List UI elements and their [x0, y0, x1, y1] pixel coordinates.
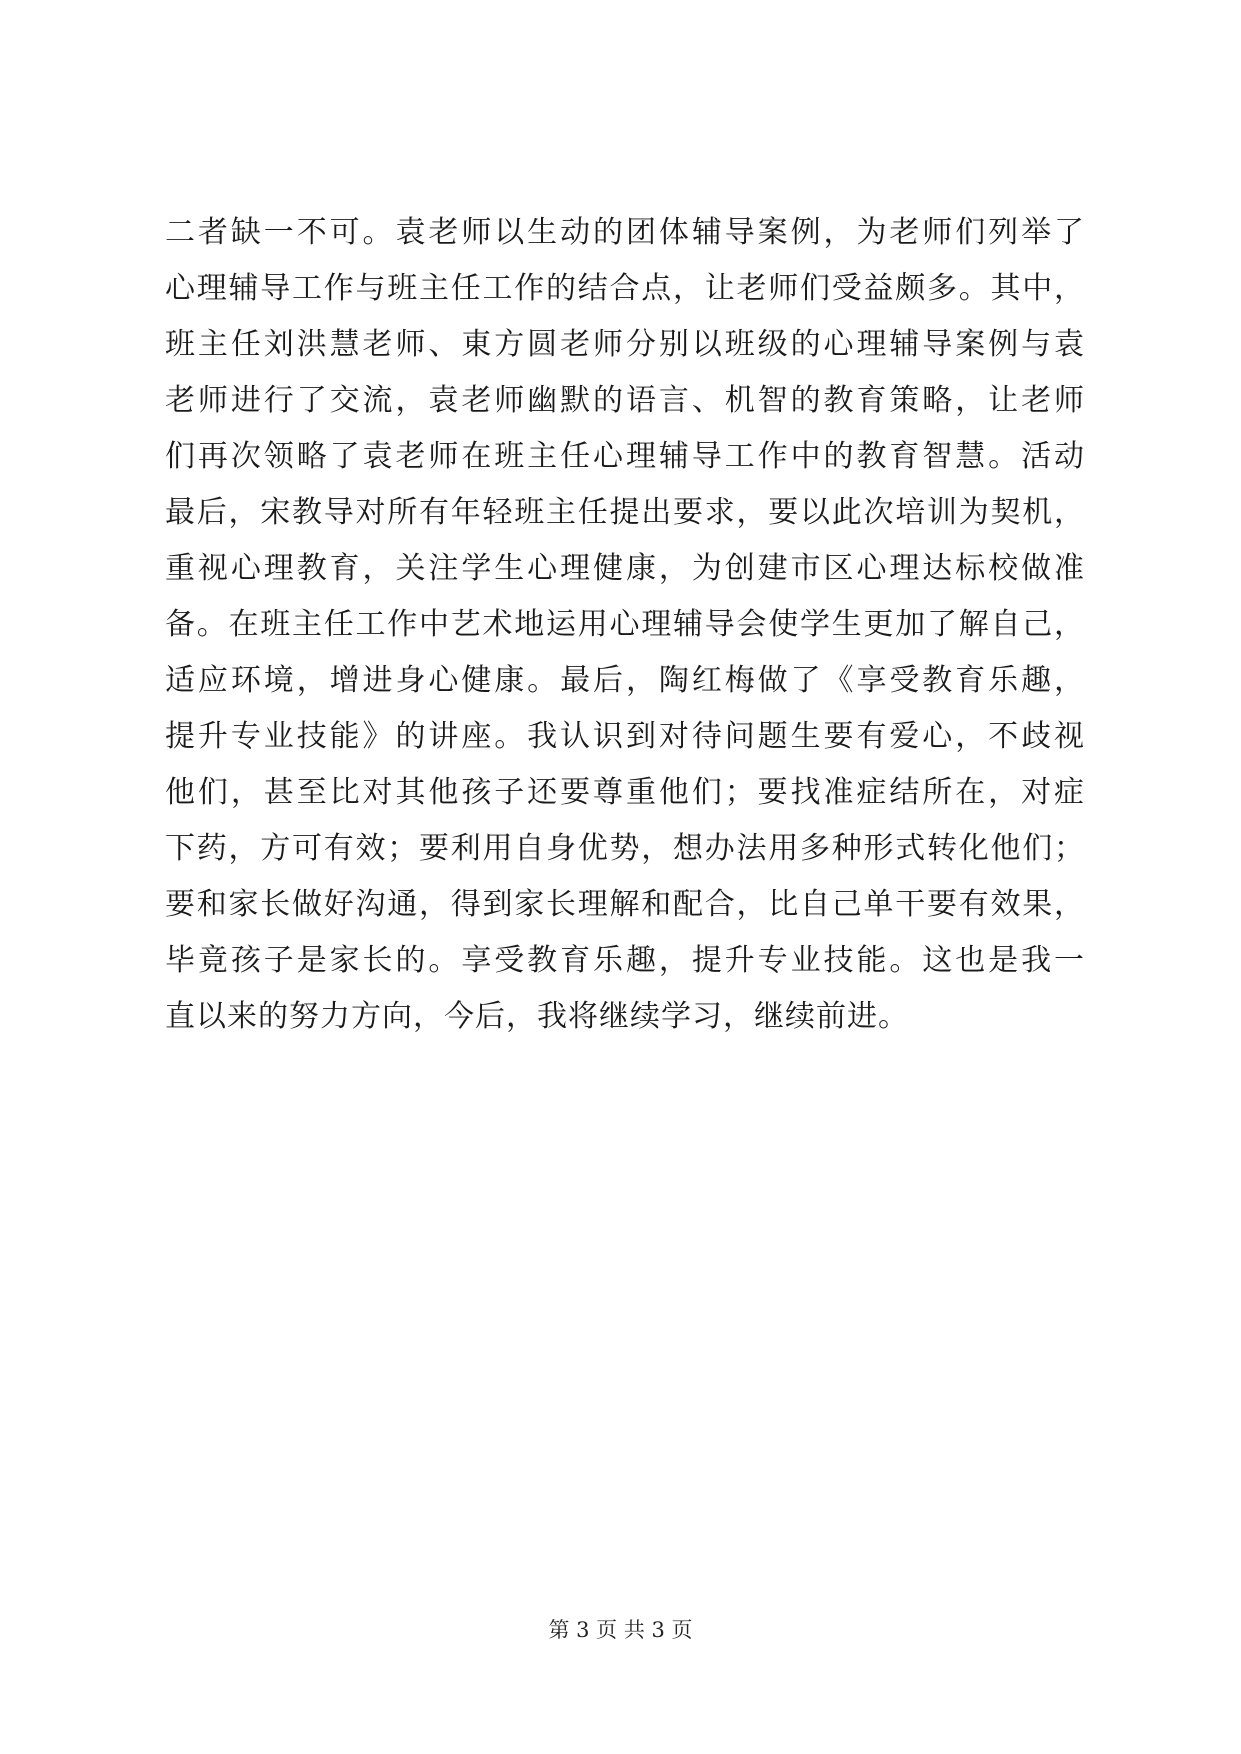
- paragraph-line: 老师进行了交流，袁老师幽默的语言、机智的教育策略，让老师: [165, 383, 1085, 418]
- body-paragraph: [165, 205, 1085, 1045]
- paragraph-line: 们再次领略了袁老师在班主任心理辅导工作中的教育智慧。活动: [165, 439, 1085, 474]
- paragraph-line: 班主任刘洪慧老师、東方圆老师分别以班级的心理辅导案例与袁: [165, 327, 1085, 362]
- paragraph-line: 提升专业技能》的讲座。我认识到对待问题生要有爱心，不歧视: [165, 719, 1085, 754]
- paragraph-line: 下药，方可有效；要利用自身优势，想办法用多种形式转化他们；: [165, 831, 1085, 866]
- paragraph-line: 备。在班主任工作中艺术地运用心理辅导会使学生更加了解自己，: [165, 607, 1085, 642]
- paragraph-line: 二者缺一不可。袁老师以生动的团体辅导案例，为老师们列举了: [165, 215, 1085, 250]
- paragraph-line: 最后，宋教导对所有年轻班主任提出要求，要以此次培训为契机，: [165, 495, 1085, 530]
- paragraph-line: 毕竟孩子是家长的。享受教育乐趣，提升专业技能。这也是我一: [165, 943, 1085, 978]
- paragraph-line: 他们，甚至比对其他孩子还要尊重他们；要找准症结所在，对症: [165, 775, 1085, 810]
- paragraph-line: 直以来的努力方向，今后，我将继续学习，继续前进。: [165, 999, 909, 1034]
- paragraph-line: 要和家长做好沟通，得到家长理解和配合，比自己单干要有效果，: [165, 887, 1085, 922]
- paragraph-line: 心理辅导工作与班主任工作的结合点，让老师们受益颇多。其中，: [165, 271, 1085, 306]
- paragraph-line: 适应环境，增进身心健康。最后，陶红梅做了《享受教育乐趣，: [165, 663, 1085, 698]
- page-number-footer: 第 3 页 共 3 页: [548, 1618, 693, 1642]
- paragraph-line: 重视心理教育，关注学生心理健康，为创建市区心理达标校做准: [165, 551, 1085, 586]
